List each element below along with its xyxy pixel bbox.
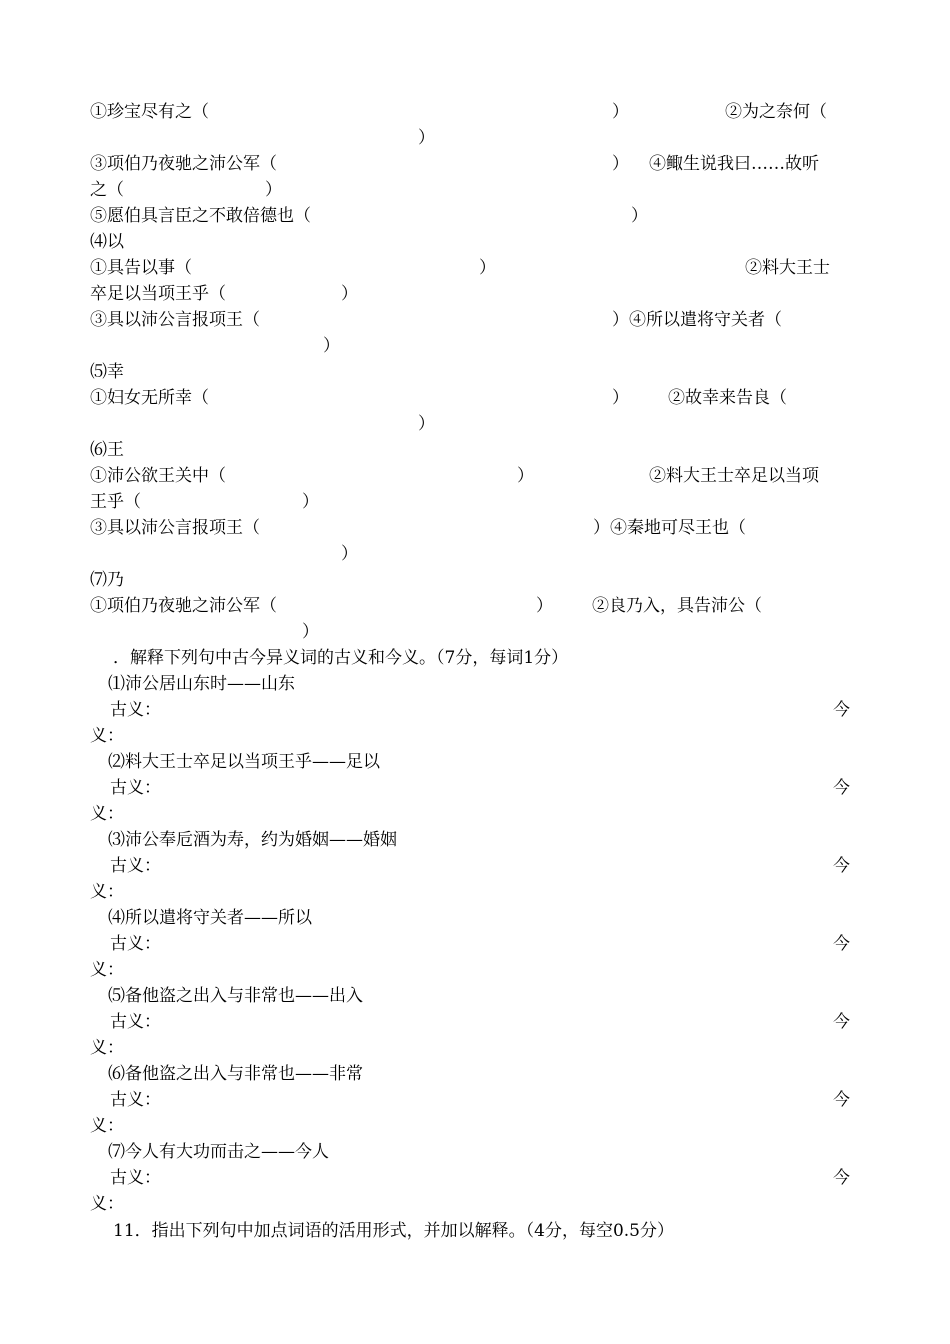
s4-line-3: [90, 307, 850, 333]
s6-item-1: ①沛公欲王关中（: [90, 466, 226, 486]
s4-item-2-close: ）: [341, 284, 358, 304]
s6-line-4: [90, 541, 850, 567]
s5-item-2: ②故幸来告良（: [668, 388, 787, 408]
q10-answer-line: [90, 775, 850, 801]
s3-item-2-close: ）: [418, 128, 435, 148]
s6-item-3-close-item-4: ）④秦地可尽王也（: [593, 518, 746, 538]
s3-item-5: ⑤愿伯具言臣之不敢倍德也（: [90, 206, 311, 226]
s3-line-1: [90, 99, 850, 125]
jin-yi-label: 义：: [90, 804, 124, 824]
q10-answer-line: [90, 853, 850, 879]
q10-answer-line: [90, 697, 850, 723]
s6-line-3: [90, 515, 850, 541]
s6-item-2: ②料大王士卒足以当项: [649, 466, 819, 486]
s4-item-2: ②料大王士: [745, 258, 830, 278]
s4-line-1: [90, 255, 850, 281]
s5-heading: ⑸幸: [90, 362, 124, 382]
jin-label: 今: [833, 856, 850, 876]
s3-item-4-close: ）: [265, 180, 282, 200]
q11-title: 11．指出下列句中加点词语的活用形式，并加以解释。（4分，每空0.5分）: [113, 1221, 674, 1241]
s5-line-2: [90, 411, 850, 437]
gu-yi-label: 古义：: [110, 1090, 161, 1110]
q10-item: ⑸备他盗之出入与非常也——出入: [108, 986, 363, 1006]
jin-label: 今: [833, 1168, 850, 1188]
s7-item-1: ①项伯乃夜驰之沛公军（: [90, 596, 277, 616]
s3-item-3: ③项伯乃夜驰之沛公军（: [90, 154, 277, 174]
s3-line-5: [90, 203, 850, 229]
jin-yi-label: 义：: [90, 1194, 124, 1214]
s6-item-3: ③具以沛公言报项王（: [90, 518, 260, 538]
s6-item-4-close: ）: [341, 544, 358, 564]
jin-yi-label: 义：: [90, 726, 124, 746]
q10-answer-line: [90, 1087, 850, 1113]
s3-item-4: ④鲰生说我曰……故听: [649, 154, 819, 174]
s6-line-1: [90, 463, 850, 489]
s7-line-1: [90, 593, 850, 619]
s4-item-3: ③具以沛公言报项王（: [90, 310, 260, 330]
s3-item-1-close: ）: [612, 102, 629, 122]
s6-item-1-close: ）: [517, 466, 534, 486]
s7-line-2: [90, 619, 850, 645]
jin-label: 今: [833, 1012, 850, 1032]
q10-item: ⑶沛公奉卮酒为寿，约为婚姻——婚姻: [108, 830, 397, 850]
s3-item-2: ②为之奈何（: [725, 102, 827, 122]
jin-yi-label: 义：: [90, 960, 124, 980]
s4-heading: ⑷以: [90, 232, 124, 252]
s3-item-5-close: ）: [631, 206, 648, 226]
s3-line-2: [90, 125, 850, 151]
q10-item: ⑺今人有大功而击之——今人: [108, 1142, 329, 1162]
s3-line-3: [90, 151, 850, 177]
gu-yi-label: 古义：: [110, 856, 161, 876]
s5-line-1: [90, 385, 850, 411]
jin-yi-label: 义：: [90, 882, 124, 902]
q10-title: ．解释下列句中古今异义词的古义和今义。（7分，每词1分）: [113, 648, 569, 668]
s3-item-1: ①珍宝尽有之（: [90, 102, 209, 122]
jin-yi-label: 义：: [90, 1038, 124, 1058]
s4-item-3-close-item-4: ）④所以遣将守关者（: [612, 310, 782, 330]
s7-item-1-close: ）: [536, 596, 553, 616]
q10-item: ⑴沛公居山东时——山东: [108, 674, 295, 694]
s5-item-1: ①妇女无所幸（: [90, 388, 209, 408]
s6-heading: ⑹王: [90, 440, 124, 460]
gu-yi-label: 古义：: [110, 1012, 161, 1032]
gu-yi-label: 古义：: [110, 1168, 161, 1188]
q10-answer-line: [90, 1165, 850, 1191]
s4-line-2: [90, 281, 850, 307]
s4-item-1-close: ）: [479, 258, 496, 278]
s6-item-2-close: ）: [302, 492, 319, 512]
s5-item-1-close: ）: [612, 388, 629, 408]
s4-item-1: ①具告以事（: [90, 258, 192, 278]
s3-line-4: [90, 177, 850, 203]
s6-line-2: [90, 489, 850, 515]
gu-yi-label: 古义：: [110, 934, 161, 954]
jin-label: 今: [833, 778, 850, 798]
q10-answer-line: [90, 1009, 850, 1035]
s3-item-4-cont: 之（: [90, 180, 124, 200]
jin-yi-label: 义：: [90, 1116, 124, 1136]
jin-label: 今: [833, 700, 850, 720]
jin-label: 今: [833, 1090, 850, 1110]
s4-line-4: [90, 333, 850, 359]
s7-item-2-close: ）: [302, 622, 319, 642]
gu-yi-label: 古义：: [110, 700, 161, 720]
s5-item-2-close: ）: [418, 414, 435, 434]
s7-heading: ⑺乃: [90, 570, 124, 590]
s3-item-3-close: ）: [612, 154, 629, 174]
gu-yi-label: 古义：: [110, 778, 161, 798]
q10-answer-line: [90, 931, 850, 957]
q10-item: ⑵料大王士卒足以当项王乎——足以: [108, 752, 380, 772]
s6-item-2-cont: 王乎（: [90, 492, 141, 512]
q10-item: ⑷所以遣将守关者——所以: [108, 908, 312, 928]
jin-label: 今: [833, 934, 850, 954]
s4-item-2-cont: 卒足以当项王乎（: [90, 284, 226, 304]
q10-item: ⑹备他盗之出入与非常也——非常: [108, 1064, 363, 1084]
s7-item-2: ②良乃入，具告沛公（: [592, 596, 762, 616]
s4-item-4-close: ）: [323, 336, 340, 356]
